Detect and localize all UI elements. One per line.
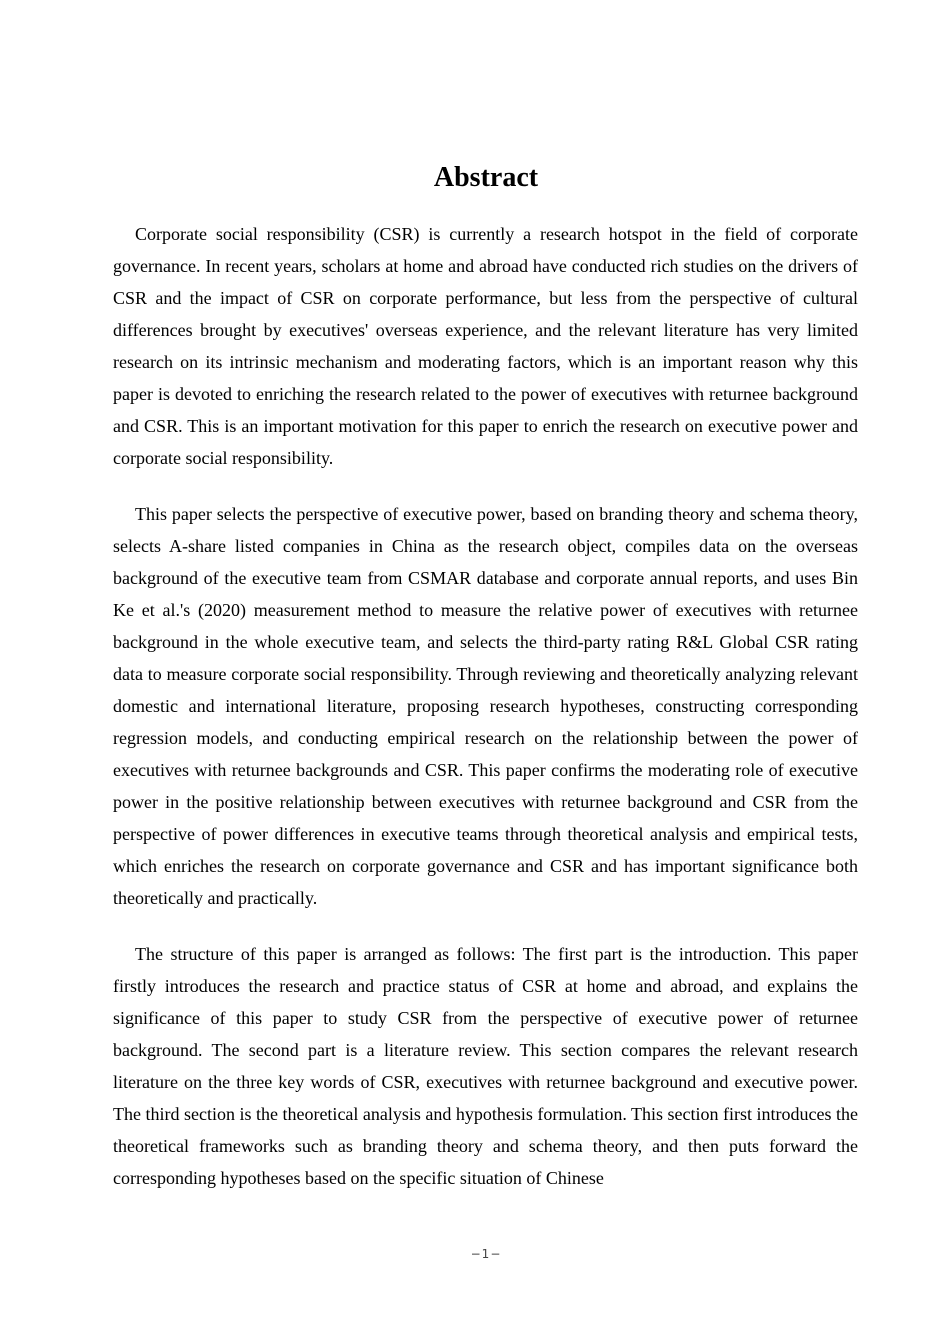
abstract-title: Abstract bbox=[433, 162, 539, 193]
abstract-paragraph-3: The structure of this paper is arranged as follows: The first part is the introduction. This paper firstly introduces the research and practice status of CSR at home and abroad, and explains the significance of this paper to study CSR from the perspective of executive power of returnee background. The second part is a literature review. This section compares the relevant research literature on the three key words of CSR, executives with returnee background and executive power. The third section is the theoretical analysis and hypothesis formulation. This section first introduces the theoretical frameworks such as branding theory and schema theory, and then puts forward the corresponding hypotheses based on the specific situation of Chinese bbox=[113, 944, 859, 1188]
abstract-paragraph-2: This paper selects the perspective of executive power, based on branding theory and schema theory, selects A-share listed companies in China as the research object, compiles data on the overseas background of the executive team from CSMAR database and corporate annual reports, and uses Bin Ke et al.'s (2020) measurement method to measure the relative power of executives with returnee background in the whole executive team, and selects the third-party rating R&L Global CSR rating data to measure corporate social responsibility. Through reviewing and theoretically analyzing relevant domestic and international literature, proposing research hypotheses, constructing corresponding regression models, and conducting empirical research on the relationship between the power of executives with returnee backgrounds and CSR. This paper confirms the moderating role of executive power in the positive relationship between executives with returnee background and CSR from the perspective of power differences in executive teams through theoretical analysis and empirical tests, which enriches the research on corporate governance and CSR and has important significance both theoretically and practically. bbox=[113, 504, 858, 908]
abstract-body bbox=[113, 218, 858, 1218]
page-number: −1− bbox=[470, 1247, 502, 1261]
abstract-paragraph-1: Corporate social responsibility (CSR) is currently a research hotspot in the field of corporate governance. In recent years, scholars at home and abroad have conducted rich studies on the drivers of CSR and the impact of CSR on corporate performance, but less from the perspective of cultural differences brought by executives' overseas experience, and the relevant literature has very limited research on its intrinsic mechanism and moderating factors, which is an important reason why this paper is devoted to enriching the research related to the power of executives with returnee background and CSR. This is an important motivation for this paper to enrich the research on executive power and corporate social responsibility. bbox=[113, 224, 858, 468]
